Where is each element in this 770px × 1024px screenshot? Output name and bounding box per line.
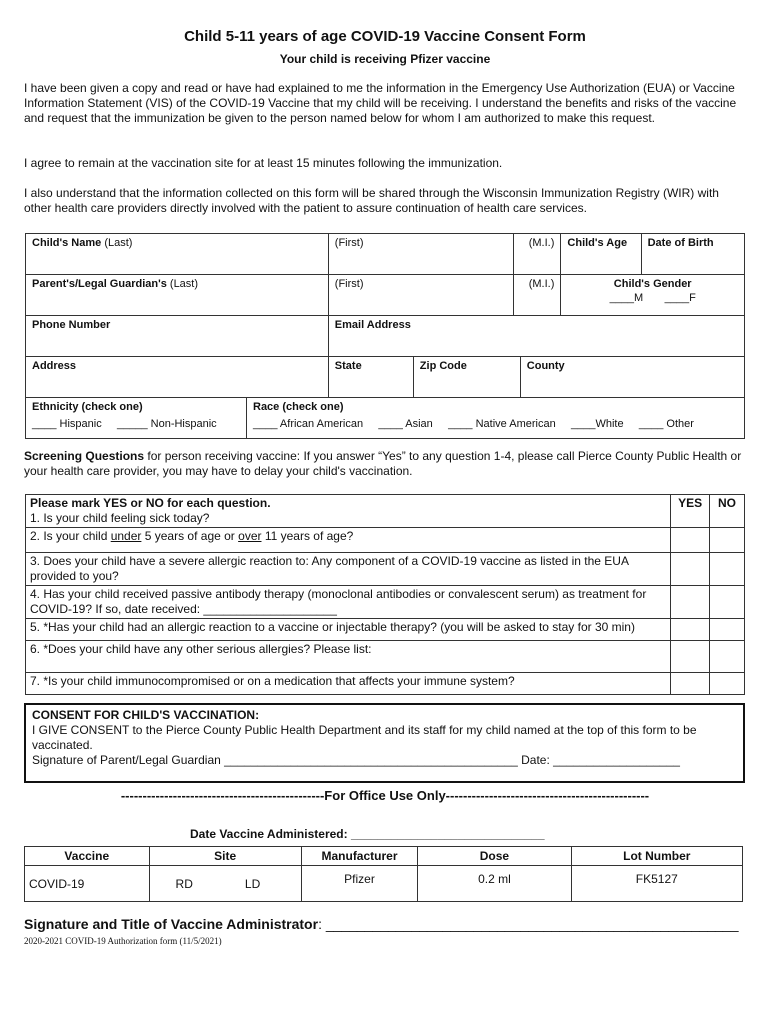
child-info-table bbox=[25, 233, 745, 439]
manufacturer-header: Manufacturer bbox=[301, 847, 417, 866]
yes-column-header: YES bbox=[671, 495, 710, 528]
question-row-7: 7. *Is your child immunocompromised or on a medication that affects your immune system? bbox=[26, 673, 671, 695]
question-row-6: 6. *Does your child have any other serious allergies? Please list: bbox=[26, 641, 671, 673]
child-mi-field[interactable]: (M.I.) bbox=[513, 234, 561, 275]
manufacturer-cell: Pfizer bbox=[301, 866, 417, 902]
lot-number-cell: FK5127 bbox=[571, 866, 742, 902]
state-field[interactable]: State bbox=[329, 357, 414, 397]
vaccine-table bbox=[24, 846, 743, 902]
site-ld-option[interactable]: LD bbox=[244, 876, 261, 891]
county-field[interactable]: County bbox=[526, 360, 565, 372]
gender-m-option[interactable]: ____M bbox=[609, 292, 644, 304]
child-first-name-field[interactable]: (First) bbox=[328, 234, 513, 275]
guardian-first-name-field[interactable]: (First) bbox=[328, 275, 513, 316]
phone-number-field[interactable]: Phone Number bbox=[26, 316, 329, 357]
guardian-last-name-field[interactable]: Parent's/Legal Guardian's (Last) bbox=[26, 275, 329, 316]
question-row-3: 3. Does your child have a severe allergic reaction to: Any component of a COVID-19 vaccine as listed in the EUA provided to you? bbox=[26, 553, 671, 586]
address-field[interactable]: Address bbox=[26, 357, 329, 398]
q3-no-box[interactable] bbox=[710, 553, 745, 586]
vaccine-cell: COVID-19 bbox=[25, 866, 150, 902]
q2-yes-box[interactable] bbox=[671, 528, 710, 553]
guardian-signature-line[interactable]: Signature of Parent/Legal Guardian ____________________________________________ Date: ___________________ bbox=[32, 753, 680, 767]
form-footer: 2020-2021 COVID-19 Authorization form (11/5/2021) bbox=[24, 936, 222, 946]
q3-yes-box[interactable] bbox=[671, 553, 710, 586]
wir-paragraph: I also understand that the information collected on this form will be shared through the Wisconsin Immunization Registry (WIR) with other health care providers directly involved with the patient to assure continuation of health care services. bbox=[24, 186, 719, 215]
asian-option[interactable]: ____ Asian bbox=[378, 418, 433, 430]
question-row-1: Please mark YES or NO for each question. 1. Is your child feeling sick today? bbox=[26, 495, 671, 528]
office-use-divider: -----------------------------------------------For Office Use Only----------------------------------------------- bbox=[120, 788, 650, 803]
other-option[interactable]: ____ Other bbox=[638, 418, 694, 430]
site-header: Site bbox=[149, 847, 301, 866]
email-address-field[interactable]: Email Address bbox=[328, 316, 744, 357]
question-row-4: 4. Has your child received passive antibody therapy (monoclonal antibodies or convalescent serum) as treatment for COVID-19? If so, date received: ____________________ bbox=[26, 586, 671, 619]
administrator-signature-field[interactable]: Signature and Title of Vaccine Administrator: _____________________________________________________ bbox=[24, 916, 739, 932]
q5-yes-box[interactable] bbox=[671, 619, 710, 641]
consent-box bbox=[24, 703, 745, 783]
non-hispanic-option[interactable]: _____ Non-Hispanic bbox=[117, 418, 217, 430]
site-rd-option[interactable]: RD bbox=[175, 876, 193, 891]
child-last-name-field[interactable]: Child's Name (Last) bbox=[26, 234, 329, 275]
questions-header: Please mark YES or NO for each question. bbox=[30, 496, 271, 510]
date-administered-field[interactable]: Date Vaccine Administered: _____________________________ bbox=[190, 827, 545, 841]
site-cell bbox=[149, 866, 301, 902]
date-of-birth-field[interactable]: Date of Birth bbox=[641, 234, 744, 275]
form-title: Child 5-11 years of age COVID-19 Vaccine Consent Form bbox=[184, 28, 586, 45]
consent-text: I GIVE CONSENT to the Pierce County Public Health Department and its staff for my child named at the top of this form to be vaccinated. bbox=[32, 723, 697, 752]
eua-paragraph: I have been given a copy and read or have had explained to me the information in the Emergency Use Authorization (EUA) or Vaccine Information Statement (VIS) of the COVID-19 Vaccine that my child will be receiving. I understand the benefits and risks of the vaccine and request that the immunization be given to the person named below for whom I am authorized to make this request. bbox=[24, 81, 737, 125]
hispanic-option[interactable]: ____ Hispanic bbox=[32, 418, 102, 430]
remain-paragraph: I agree to remain at the vaccination site for at least 15 minutes following the immunization. bbox=[24, 156, 503, 170]
lot-number-header: Lot Number bbox=[571, 847, 742, 866]
zip-code-field[interactable]: Zip Code bbox=[413, 357, 520, 397]
screening-intro: Screening Questions for person receiving vaccine: If you answer “Yes” to any question 1-4, please call Pierce County Public Health or your health care provider, you may have to delay your child's vaccination. bbox=[24, 449, 742, 478]
q4-yes-box[interactable] bbox=[671, 586, 710, 619]
q6-no-box[interactable] bbox=[710, 641, 745, 673]
vaccine-header: Vaccine bbox=[25, 847, 150, 866]
form-subtitle: Your child is receiving Pfizer vaccine bbox=[279, 52, 491, 66]
native-american-option[interactable]: ____ Native American bbox=[448, 418, 556, 430]
child-age-field[interactable]: Child's Age bbox=[561, 234, 641, 275]
gender-f-option[interactable]: ____F bbox=[664, 292, 696, 304]
white-option[interactable]: ____White bbox=[570, 418, 624, 430]
guardian-mi-field[interactable]: (M.I.) bbox=[513, 275, 561, 316]
screening-questions-table bbox=[25, 494, 745, 695]
question-row-5: 5. *Has your child had an allergic reaction to a vaccine or injectable therapy? (you will be asked to stay for 30 min) bbox=[26, 619, 671, 641]
ethnicity-section: Ethnicity (check one) ____ Hispanic _____ Non-Hispanic bbox=[26, 398, 247, 438]
q7-no-box[interactable] bbox=[710, 673, 745, 695]
child-gender-field[interactable]: Child's Gender ____M ____F bbox=[561, 275, 745, 316]
race-section: Race (check one) ____ African American ____ Asian ____ Native American ____White ____ Other bbox=[253, 401, 694, 430]
consent-heading: CONSENT FOR CHILD'S VACCINATION: bbox=[32, 708, 260, 722]
african-american-option[interactable]: ____ African American bbox=[253, 418, 364, 430]
dose-cell: 0.2 ml bbox=[418, 866, 571, 902]
q4-no-box[interactable] bbox=[710, 586, 745, 619]
q2-no-box[interactable] bbox=[710, 528, 745, 553]
q5-no-box[interactable] bbox=[710, 619, 745, 641]
q7-yes-box[interactable] bbox=[671, 673, 710, 695]
dose-header: Dose bbox=[418, 847, 571, 866]
no-column-header: NO bbox=[710, 495, 745, 528]
question-row-2: 2. Is your child under 5 years of age or over 11 years of age? bbox=[26, 528, 671, 553]
q6-yes-box[interactable] bbox=[671, 641, 710, 673]
